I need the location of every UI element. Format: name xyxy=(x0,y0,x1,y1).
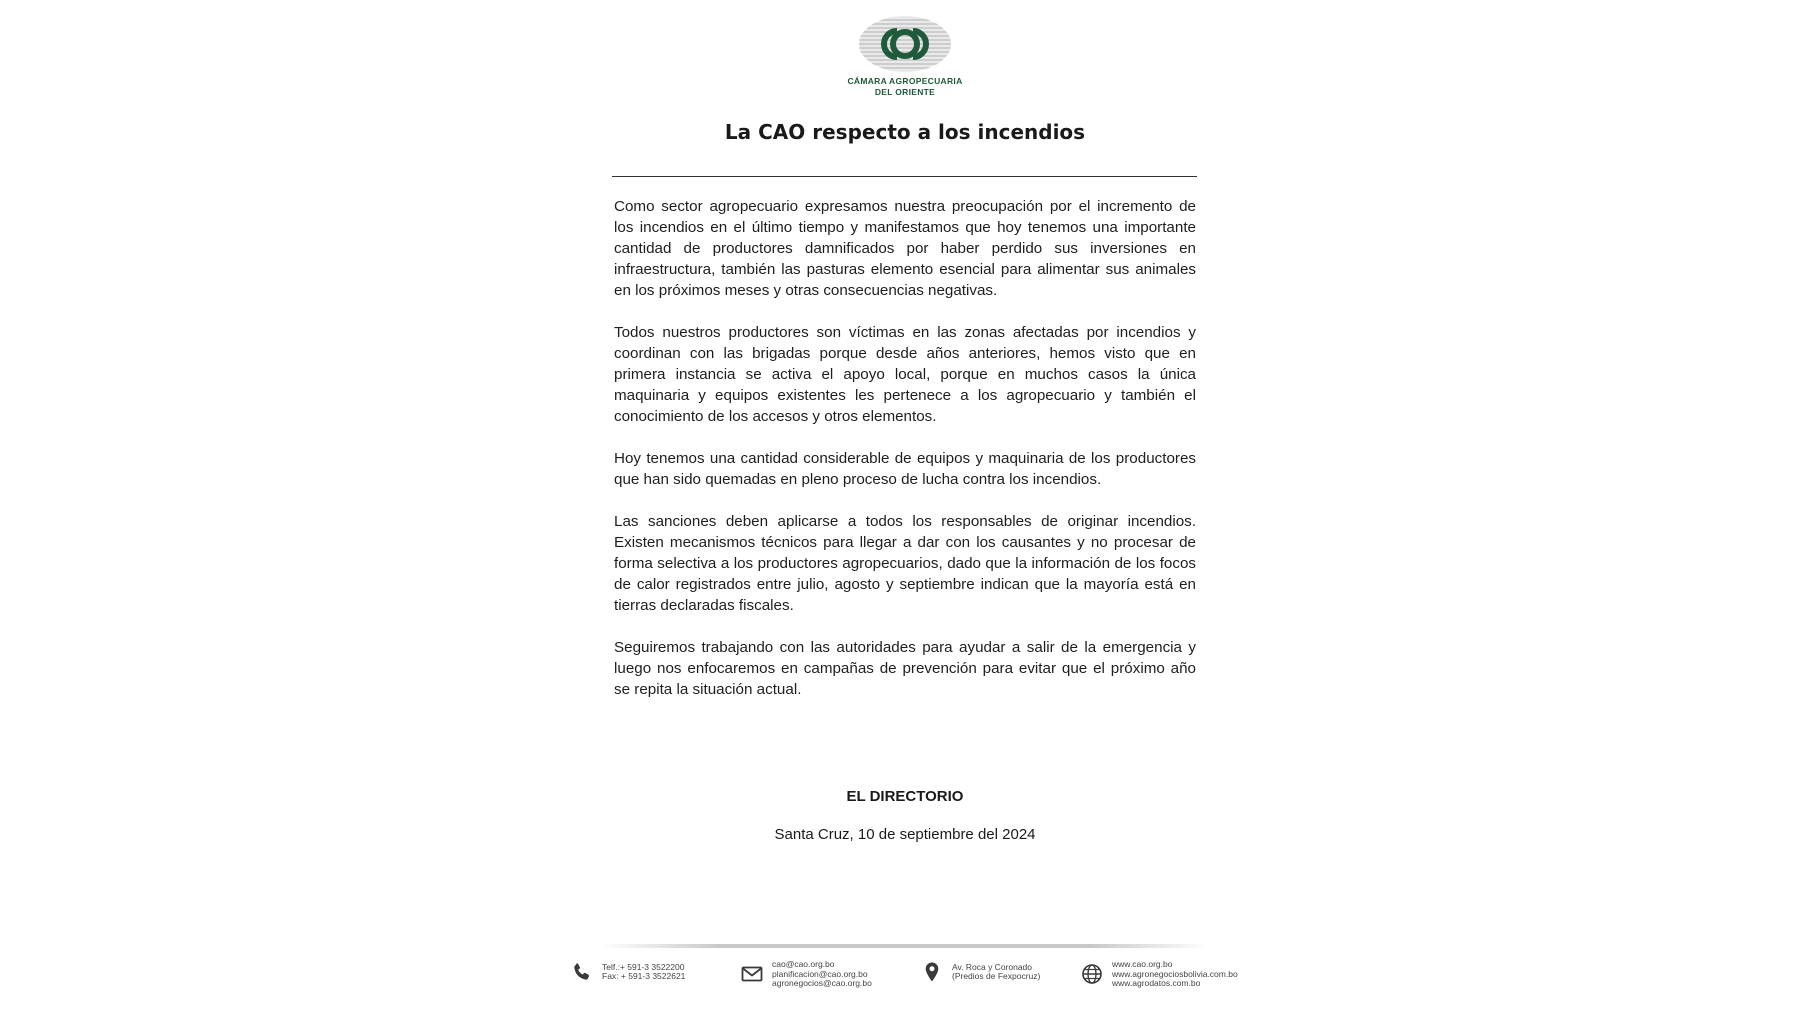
web-text xyxy=(1112,960,1238,989)
paragraph: Como sector agropecuario expresamos nuestra preocupación por el incremento de los incendios en el último tiempo y manifestamos que hoy tenemos una importante cantidad de productores damnificados por haber perdido sus inversiones en infraestructura, también las pasturas elemento esencial para alimentar sus animales en los próximos meses y otras consecuencias negativas. xyxy=(614,198,1196,299)
organization-name-line2: DEL ORIENTE xyxy=(874,87,936,97)
email-line[interactable]: cao@cao.org.bo xyxy=(772,959,835,969)
email-text xyxy=(772,960,872,989)
location-pin-icon xyxy=(920,960,944,984)
email-line[interactable]: planificacion@cao.org.bo xyxy=(772,968,868,979)
phone-icon xyxy=(570,960,594,984)
address-line: (Predios de Fexpocruz) xyxy=(952,971,1041,981)
organization-name-line1: CÁMARA AGROPECUARIA xyxy=(847,76,963,86)
cao-logo xyxy=(840,14,970,98)
envelope-icon xyxy=(740,962,764,986)
phone-line: Telf.:+ 591-3 3522200 xyxy=(602,961,685,972)
cao-logo-icon xyxy=(857,14,953,74)
footer-divider xyxy=(600,944,1210,948)
footer-address xyxy=(920,960,1040,984)
footer-phone xyxy=(570,960,685,984)
document-body xyxy=(614,196,1196,721)
footer-email xyxy=(740,960,872,989)
document-title: La CAO respecto a los incendios xyxy=(724,120,1086,144)
signature: EL DIRECTORIO xyxy=(846,788,964,805)
place-date: Santa Cruz, 10 de septiembre del 2024 xyxy=(774,826,1036,843)
footer-web xyxy=(1080,960,1238,989)
address-text xyxy=(952,963,1040,982)
paragraph: Seguiremos trabajando con las autoridades para ayudar a salir de la emergencia y luego nos enfocaremos en campañas de prevención para evitar que el próximo año se repita la situación actual. xyxy=(614,639,1196,698)
paragraph: Hoy tenemos una cantidad considerable de equipos y maquinaria de los productores que han sido quemadas en pleno proceso de lucha contra los incendios. xyxy=(614,450,1196,488)
web-link[interactable]: www.agrodatos.com.bo xyxy=(1112,978,1201,988)
footer-contact xyxy=(560,960,1260,1000)
fax-line: Fax: + 591-3 3522621 xyxy=(602,971,686,981)
web-link[interactable]: www.agronegociosbolivia.com.bo xyxy=(1112,968,1238,979)
web-link[interactable]: www.cao.org.bo xyxy=(1112,959,1173,969)
address-line: Av. Roca y Coronado xyxy=(952,961,1033,972)
email-line[interactable]: agronegocios@cao.org.bo xyxy=(772,978,872,988)
paragraph: Todos nuestros productores son víctimas en las zonas afectadas por incendios y coordinan con las brigadas porque desde años anteriores, hemos visto que en primera instancia se activa el apoyo local, porque en muchos casos la única maquinaria y equipos existentes les pertenece a los agropecuario y también el conocimiento de los accesos y otros elementos. xyxy=(614,324,1196,425)
paragraph: Las sanciones deben aplicarse a todos los responsables de originar incendios. Existen mecanismos técnicos para llegar a dar con los causantes y no procesar de forma selectiva a los productores agropecuarios, dado que la información de los focos de calor registrados entre julio, agosto y septiembre indican que la mayoría está en tierras declaradas fiscales. xyxy=(614,513,1196,614)
globe-icon xyxy=(1080,962,1104,986)
organization-name xyxy=(840,76,970,98)
title-divider xyxy=(612,176,1197,177)
phone-text xyxy=(602,963,685,982)
